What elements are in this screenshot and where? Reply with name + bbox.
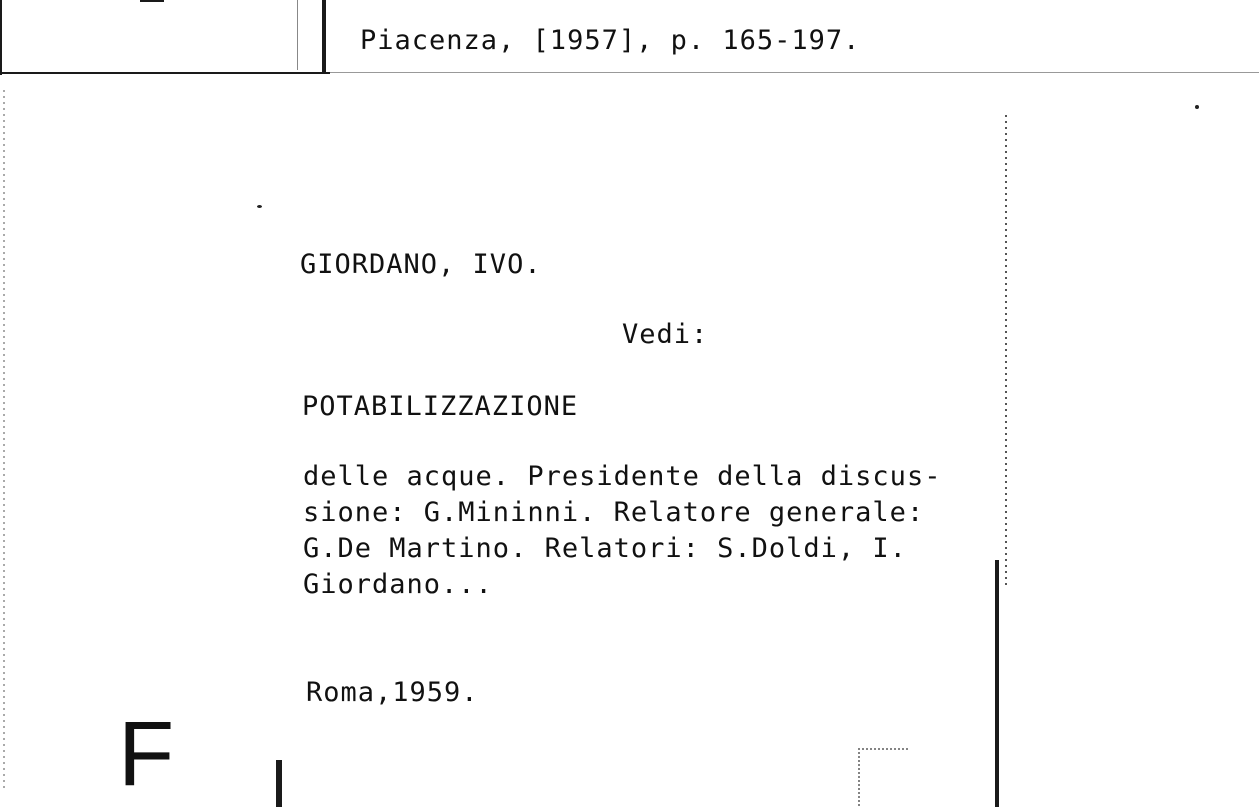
- margin-mark: F: [118, 703, 175, 805]
- top-card-faint-divider: [297, 0, 298, 70]
- top-mark: [140, 0, 164, 2]
- stamp-fragment: [858, 748, 908, 806]
- top-card-bottom-edge: [0, 72, 330, 74]
- speck: [257, 205, 262, 208]
- description-line: Giordano...: [303, 569, 493, 600]
- description-line: G.De Martino. Relatori: S.Doldi, I.: [303, 533, 907, 564]
- see-label: Vedi:: [622, 319, 709, 350]
- speck: [1195, 105, 1199, 109]
- description-line: delle acque. Presidente della discus-: [303, 461, 942, 492]
- heading: GIORDANO, IVO.: [300, 249, 542, 280]
- description-line: sione: G.Mininni. Relatore generale:: [303, 497, 925, 528]
- top-card-divider: [322, 0, 326, 74]
- subject-heading: POTABILIZZAZIONE: [302, 391, 579, 422]
- card-right-edge-dotted: [1005, 115, 1007, 585]
- top-card-rule-right: [330, 72, 1259, 73]
- citation-line: Piacenza, [1957], p. 165-197.: [360, 25, 861, 56]
- card-right-edge: [995, 560, 999, 807]
- left-edge-line: [0, 0, 2, 75]
- imprint: Roma,1959.: [306, 677, 479, 708]
- bottom-tick: [276, 760, 282, 807]
- left-margin-edge: [3, 90, 5, 790]
